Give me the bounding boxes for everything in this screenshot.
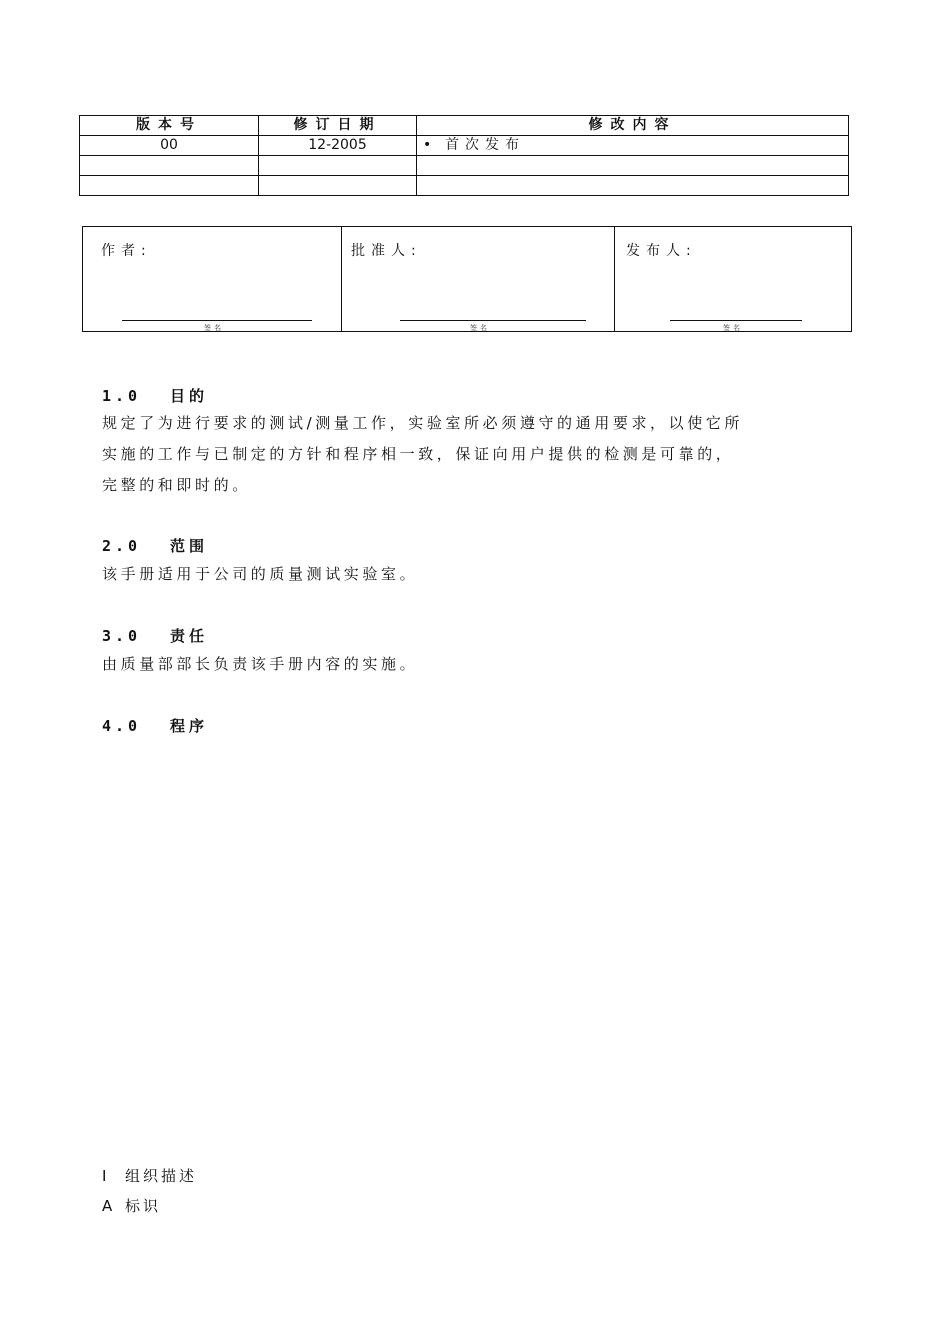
section-title: 程序: [170, 717, 209, 735]
cell-content: [417, 156, 849, 176]
cell-content-text: 首次发布: [445, 137, 525, 153]
cell-version: 00: [80, 136, 259, 156]
outline-mark: A: [102, 1197, 116, 1215]
body-line: 规定了为进行要求的测试/测量工作，实验室所必须遵守的通用要求，以使它所: [102, 414, 744, 432]
cell-date: 12-2005: [259, 136, 417, 156]
body-line: 该手册适用于公司的质量测试实验室。: [102, 565, 419, 583]
author-signature-line: [122, 320, 312, 321]
publisher-signature-line: [670, 320, 802, 321]
outline-item: [102, 1195, 161, 1216]
signature-cell-author: [83, 227, 342, 332]
section-number: 4.0: [102, 717, 142, 735]
table-row: [80, 156, 849, 176]
revision-header-row: [80, 116, 849, 136]
table-row: [80, 136, 849, 156]
publisher-signature-caption: 签名: [723, 324, 743, 332]
section-number: 3.0: [102, 627, 142, 645]
cell-content: [417, 176, 849, 196]
cell-version: [80, 156, 259, 176]
section-heading-procedure: [102, 715, 208, 736]
section-body-responsibility: [102, 649, 802, 680]
header-date: 修订日期: [259, 116, 417, 136]
section-heading-responsibility: [102, 625, 208, 646]
approver-signature-line: [400, 320, 586, 321]
publisher-label: 发布人:: [626, 243, 697, 259]
signature-cell-publisher: [615, 227, 852, 332]
section-title: 责任: [170, 627, 209, 645]
section-title: 范围: [170, 537, 209, 555]
cell-date: [259, 176, 417, 196]
header-version: 版本号: [80, 116, 259, 136]
body-line: 由质量部部长负责该手册内容的实施。: [102, 655, 419, 673]
outline-text: 标识: [125, 1197, 162, 1215]
body-line: 实施的工作与已制定的方针和程序相一致，保证向用户提供的检测是可靠的，: [102, 445, 735, 463]
section-heading-scope: [102, 535, 208, 556]
approver-label: 批准人:: [351, 243, 422, 259]
cell-content: [417, 136, 849, 156]
bullet-icon: •: [423, 137, 432, 153]
section-heading-purpose: [102, 385, 208, 406]
outline-mark: I: [102, 1167, 110, 1185]
signature-table: [82, 226, 852, 332]
section-title: 目的: [170, 387, 209, 405]
section-number: 2.0: [102, 537, 142, 555]
header-content: 修改内容: [417, 116, 849, 136]
outline-text: 组织描述: [125, 1167, 198, 1185]
table-row: [80, 176, 849, 196]
section-body-purpose: [102, 408, 802, 501]
section-body-scope: [102, 559, 802, 590]
cell-version: [80, 176, 259, 196]
revision-table: [79, 115, 849, 196]
signature-cell-approver: [342, 227, 615, 332]
outline-item: [102, 1165, 197, 1186]
approver-signature-caption: 签名: [470, 324, 490, 332]
author-label: 作者:: [101, 243, 152, 259]
section-number: 1.0: [102, 387, 142, 405]
body-line: 完整的和即时的。: [102, 476, 251, 494]
author-signature-caption: 签名: [204, 324, 224, 332]
cell-date: [259, 156, 417, 176]
